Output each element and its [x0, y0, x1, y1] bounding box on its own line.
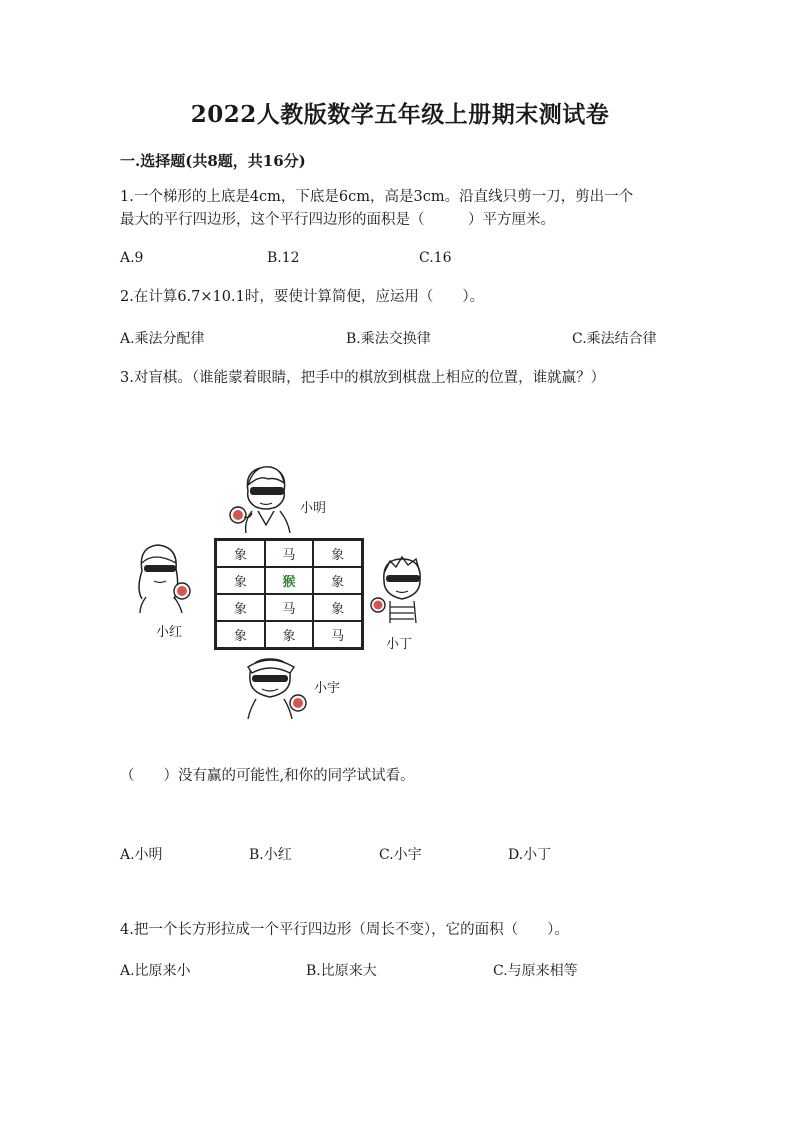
q1-option-c[interactable]: C.16 — [419, 250, 452, 266]
board-cell[interactable]: 象 — [313, 594, 362, 621]
q3-option-d[interactable]: D.小丁 — [508, 847, 552, 863]
q1-option-b[interactable]: B.12 — [267, 250, 300, 266]
q3-option-a[interactable]: A.小明 — [120, 847, 163, 863]
girl-left-illustration — [124, 541, 196, 613]
player-name-top: 小明 — [300, 501, 327, 516]
player-name-right: 小丁 — [386, 637, 413, 652]
q2-option-a[interactable]: A.乘法分配律 — [120, 331, 205, 347]
boy-bottom-illustration — [228, 651, 316, 719]
board-cell[interactable]: 象 — [216, 567, 265, 594]
q2-option-b[interactable]: B.乘法交换律 — [346, 331, 431, 347]
section-heading: 一.选择题(共8题，共16分) — [120, 152, 306, 170]
page-title: 2022人教版数学五年级上册期末测试卷 — [190, 101, 610, 128]
q2-option-c[interactable]: C.乘法结合律 — [572, 331, 657, 347]
board-cell[interactable]: 马 — [265, 540, 314, 567]
boy-right-illustration — [370, 553, 434, 625]
question-1-line-1: 1.一个梯形的上底是4cm，下底是6cm，高是3cm。沿直线只剪一刀，剪出一个 — [120, 189, 634, 205]
board-cell[interactable]: 象 — [265, 621, 314, 648]
board-cell[interactable]: 猴 — [265, 567, 314, 594]
q1-option-a[interactable]: A.9 — [120, 250, 144, 266]
board-cell[interactable]: 象 — [216, 621, 265, 648]
q4-option-c[interactable]: C.与原来相等 — [493, 963, 578, 979]
player-name-left: 小红 — [156, 625, 183, 640]
q3-option-b[interactable]: B.小红 — [249, 847, 292, 863]
question-3-prompt: （ ）没有赢的可能性,和你的同学试试看。 — [120, 768, 415, 784]
question-1-line-2: 最大的平行四边形，这个平行四边形的面积是（ ）平方厘米。 — [120, 212, 555, 228]
question-2-text: 2.在计算6.7×10.1时，要使计算简便，应运用（ ）。 — [120, 289, 485, 305]
question-3-text: 3.对盲棋。（谁能蒙着眼睛，把手中的棋放到棋盘上相应的位置，谁就赢？） — [120, 370, 606, 386]
board-cell[interactable]: 马 — [313, 621, 362, 648]
boy-top-illustration — [224, 461, 304, 533]
board-cell[interactable]: 象 — [216, 594, 265, 621]
question-4-text: 4.把一个长方形拉成一个平行四边形（周长不变），它的面积（ ）。 — [120, 922, 569, 938]
player-name-bottom: 小宇 — [314, 681, 341, 696]
q4-option-b[interactable]: B.比原来大 — [306, 963, 377, 979]
chess-board — [214, 538, 364, 650]
board-cell[interactable]: 象 — [313, 540, 362, 567]
q4-option-a[interactable]: A.比原来小 — [120, 963, 191, 979]
board-cell[interactable]: 象 — [313, 567, 362, 594]
board-cell[interactable]: 马 — [265, 594, 314, 621]
board-cell[interactable]: 象 — [216, 540, 265, 567]
blind-chess-figure — [120, 455, 440, 725]
q3-option-c[interactable]: C.小宇 — [379, 847, 422, 863]
